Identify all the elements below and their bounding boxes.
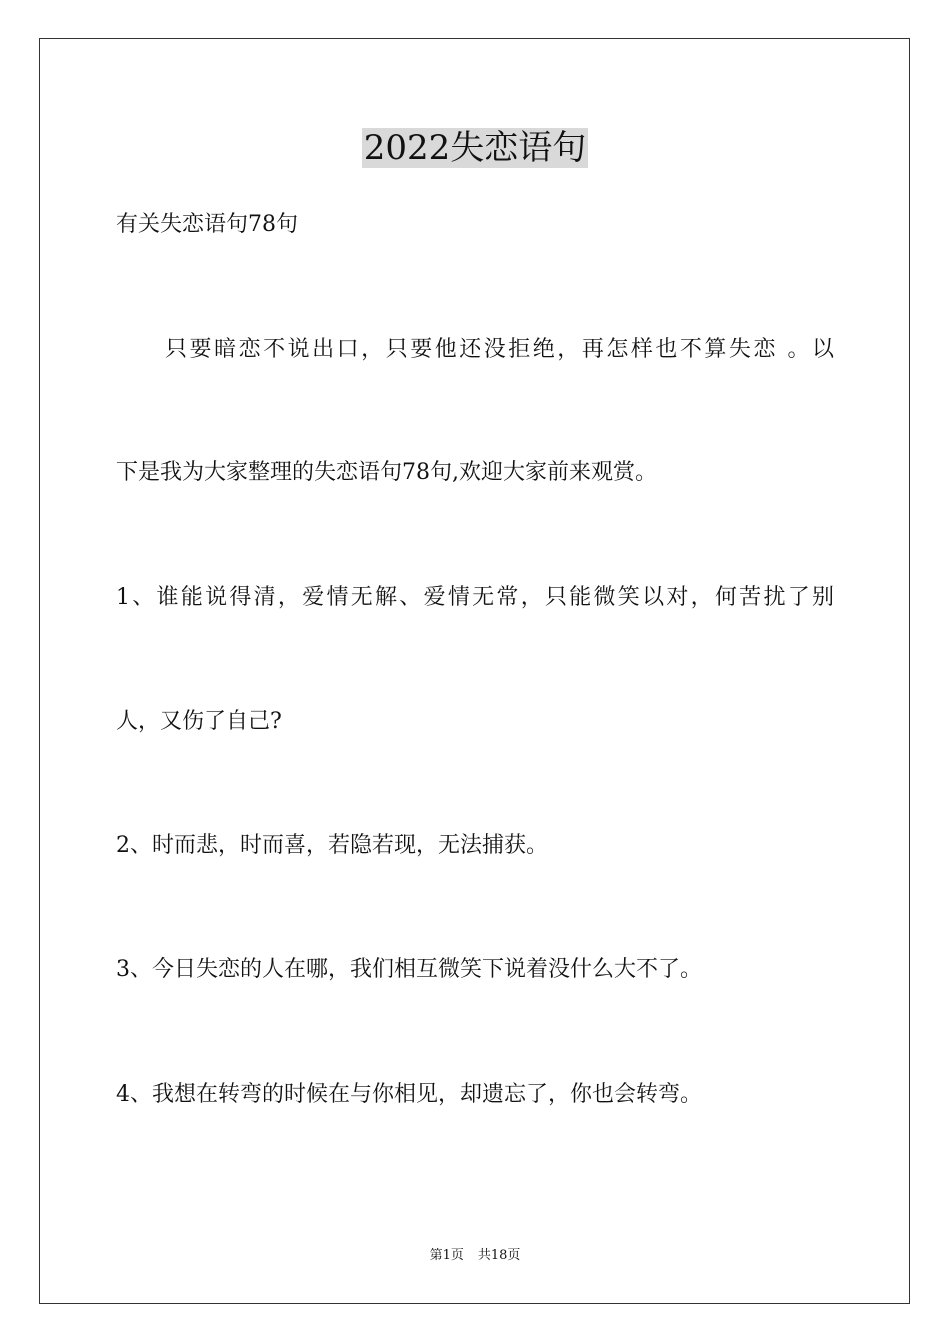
- list-item-line: 2、时而悲，时而喜，若隐若现，无法捕获。: [116, 833, 548, 858]
- title-container: [0, 128, 950, 168]
- page-number: 第1页: [429, 1248, 464, 1263]
- list-item-line: 4、我想在转弯的时候在与你相见，却遗忘了，你也会转弯。: [116, 1082, 702, 1107]
- document-title: 2022失恋语句: [363, 128, 587, 168]
- list-item-line: 人，又伤了自己?: [116, 709, 282, 734]
- subtitle-line: 有关失恋语句78句: [116, 212, 298, 237]
- list-item-line: 3、今日失恋的人在哪，我们相互微笑下说着没什么大不了。: [116, 957, 702, 982]
- page-total: 共18页: [477, 1248, 521, 1263]
- list-item-line: 1、谁能说得清，爱情无解、爱情无常，只能微笑以对，何苦扰了别: [116, 585, 834, 610]
- page-footer: [0, 1248, 950, 1264]
- paragraph-line: 下是我为大家整理的失恋语句78句,欢迎大家前来观赏。: [116, 460, 657, 485]
- paragraph-line: 只要暗恋不说出口，只要他还没拒绝，再怎样也不算失恋 。以: [116, 337, 834, 362]
